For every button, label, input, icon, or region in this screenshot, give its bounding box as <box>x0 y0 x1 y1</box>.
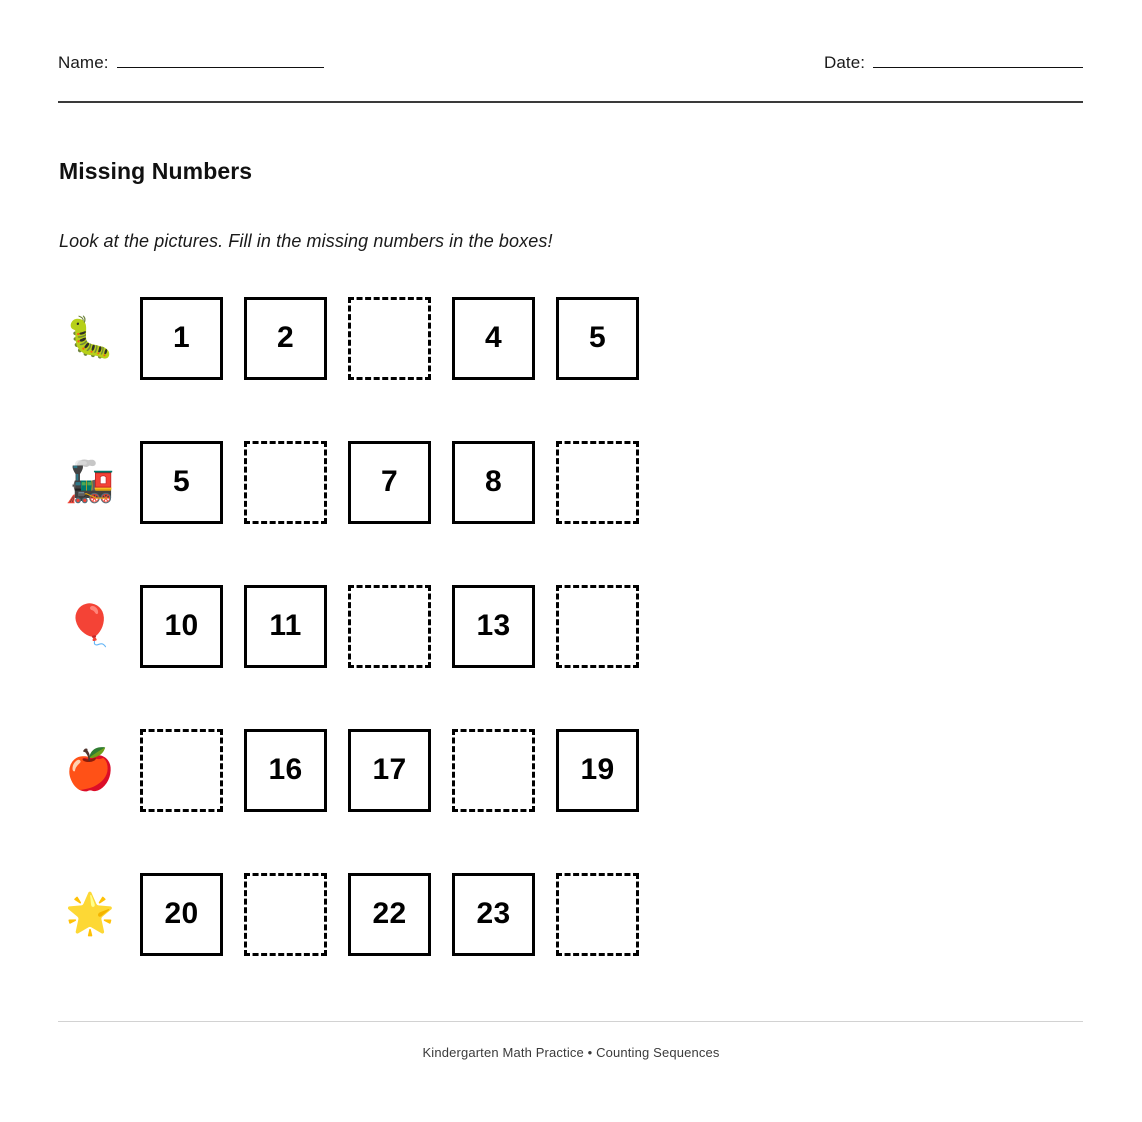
number-box: 8 <box>452 441 535 524</box>
answer-box[interactable] <box>556 441 639 524</box>
answer-box[interactable] <box>244 441 327 524</box>
number-box: 7 <box>348 441 431 524</box>
number-box-group <box>140 873 639 956</box>
name-field[interactable] <box>58 52 324 73</box>
number-box-group <box>140 441 639 524</box>
number-box: 23 <box>452 873 535 956</box>
answer-box[interactable] <box>244 873 327 956</box>
worksheet-header <box>58 52 1083 102</box>
sequence-row <box>59 296 659 380</box>
number-box: 11 <box>244 585 327 668</box>
balloon-icon: 🎈 <box>65 603 115 649</box>
number-box: 1 <box>140 297 223 380</box>
glowing-star-icon: 🌟 <box>65 891 115 937</box>
sequence-row <box>59 728 659 812</box>
number-box: 19 <box>556 729 639 812</box>
number-box: 17 <box>348 729 431 812</box>
sequence-row <box>59 584 659 668</box>
number-box: 13 <box>452 585 535 668</box>
number-box: 22 <box>348 873 431 956</box>
name-write-line[interactable] <box>117 52 324 68</box>
number-box: 10 <box>140 585 223 668</box>
apple-icon: 🍎 <box>65 747 115 793</box>
answer-box[interactable] <box>348 585 431 668</box>
number-box-group <box>140 585 639 668</box>
number-box-group <box>140 297 639 380</box>
number-box: 5 <box>556 297 639 380</box>
train-icon: 🚂 <box>65 459 115 505</box>
date-label: Date: <box>824 53 866 72</box>
sequence-row <box>59 440 659 524</box>
answer-box[interactable] <box>556 585 639 668</box>
number-box-group <box>140 729 639 812</box>
header-divider <box>58 101 1083 103</box>
number-box: 5 <box>140 441 223 524</box>
instruction-text: Look at the pictures. Fill in the missing numbers in the boxes! <box>59 231 553 251</box>
number-box: 20 <box>140 873 223 956</box>
answer-box[interactable] <box>348 297 431 380</box>
date-field[interactable] <box>824 52 1083 73</box>
number-box: 16 <box>244 729 327 812</box>
footer-text: Kindergarten Math Practice • Counting Sequences <box>422 1045 720 1060</box>
sequence-rows <box>59 296 659 956</box>
footer-divider <box>58 1021 1083 1022</box>
caterpillar-icon: 🐛 <box>65 315 115 361</box>
page-title: Missing Numbers <box>59 158 253 184</box>
number-box: 2 <box>244 297 327 380</box>
answer-box[interactable] <box>556 873 639 956</box>
date-write-line[interactable] <box>873 52 1083 68</box>
answer-box[interactable] <box>140 729 223 812</box>
number-box: 4 <box>452 297 535 380</box>
name-label: Name: <box>58 53 109 72</box>
answer-box[interactable] <box>452 729 535 812</box>
sequence-row <box>59 872 659 956</box>
